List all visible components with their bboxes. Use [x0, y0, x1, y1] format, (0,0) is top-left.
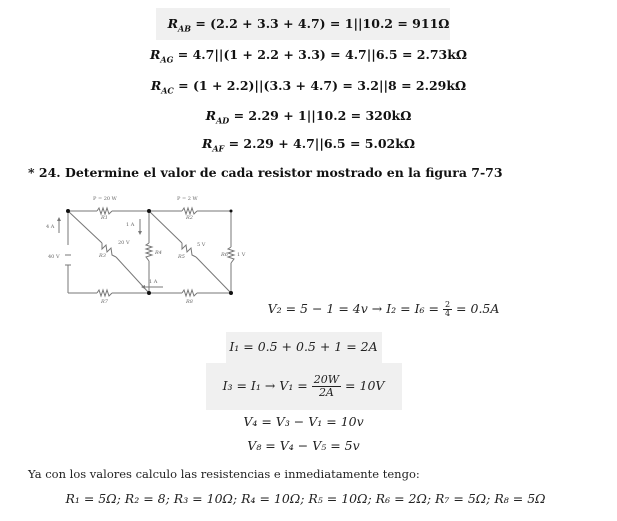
label-p-2w: P = 2 W [177, 196, 198, 202]
eq-rhs: = 2.29 + 4.7||6.5 = 5.02kΩ [228, 136, 416, 151]
label-p-20w: P = 20 W [93, 196, 117, 202]
eq-rhs: = 4.7||(1 + 2.2 + 3.3) = 4.7||6.5 = 2.73kΩ [177, 47, 467, 62]
equation-r-ab [0, 15, 617, 38]
eq-lhs: R [205, 108, 217, 123]
label-r8: R8 [186, 299, 193, 305]
eq-sub: AF [212, 143, 225, 154]
v8-text: V₈ = V₄ − V₅ = 5v [247, 438, 360, 453]
label-i-4a: 4 A [46, 224, 55, 230]
frac-num: 20W [313, 373, 340, 386]
i3-lhs: I₃ = I₁ → V₁ = [222, 378, 312, 393]
v4-text: V₄ = V₃ − V₁ = 10v [243, 414, 364, 429]
frac-num: 2 [444, 300, 451, 309]
label-v-40v: 40 V [48, 254, 60, 260]
eq-lhs: R [150, 78, 162, 93]
label-r2: R2 [186, 215, 193, 221]
fraction-20w-2a [312, 374, 341, 399]
eq-rhs: = 2.29 + 1||10.2 = 320kΩ [233, 108, 412, 123]
label-r1: R1 [101, 215, 108, 221]
eq-sub: AB [178, 23, 191, 34]
equation-v4 [0, 413, 612, 431]
equation-v8 [0, 437, 612, 455]
problem-heading: * 24. Determine el valor de cada resistor mostrado en la figura 7-73 [28, 165, 503, 180]
label-i-1a-mid: 1 A [126, 222, 135, 228]
equation-i3 [0, 370, 612, 402]
eq-sub: AC [161, 85, 174, 96]
label-r3: R3 [99, 253, 106, 259]
label-r5: R5 [178, 254, 185, 260]
eq-rhs: = (1 + 2.2)||(3.3 + 4.7) = 3.2||8 = 2.29kΩ [178, 78, 467, 93]
equation-r-ag [0, 46, 617, 69]
results-text: R₁ = 5Ω; R₂ = 8; R₃ = 10Ω; R₄ = 10Ω; R₅ = 10Ω; R₆ = 2Ω; R₇ = 5Ω; R₈ = 5Ω [65, 491, 546, 506]
eq-lhs: R [167, 16, 178, 31]
equation-r-ad [0, 107, 617, 130]
frac-den: 4 [444, 309, 451, 318]
label-v-1v: 1 V [237, 252, 246, 258]
v2-lhs: V₂ = 5 − 1 = 4v → I₂ = I₆ = [267, 301, 443, 316]
paragraph-conclusion: Ya con los valores calculo las resistencias e inmediatamente tengo: [28, 467, 420, 481]
label-r6: R6 [221, 252, 228, 258]
equation-results [0, 490, 614, 508]
equation-i1 [0, 338, 612, 356]
eq-lhs: R [201, 136, 213, 151]
eq-sub: AD [216, 115, 230, 126]
i3-rhs: = 10V [341, 378, 385, 393]
v2-rhs: = 0.5A [452, 301, 500, 316]
i1-text: I₁ = 0.5 + 0.5 + 1 = 2A [229, 339, 378, 354]
equation-r-ac [0, 77, 617, 100]
eq-sub: AG [160, 54, 174, 65]
fraction-2-4 [443, 301, 452, 318]
label-v-20v: 20 V [118, 240, 130, 246]
equation-v2 [75, 300, 617, 318]
eq-rhs: = (2.2 + 3.3 + 4.7) = 1||10.2 = 911Ω [195, 16, 450, 31]
eq-lhs: R [149, 47, 161, 62]
frac-den: 2A [318, 386, 334, 399]
equation-r-af [0, 135, 617, 158]
label-r4: R4 [155, 250, 162, 256]
label-i-1a-bottom: 1 A [149, 279, 158, 285]
label-r7: R7 [101, 299, 108, 305]
label-v-5v: 5 V [197, 242, 206, 248]
